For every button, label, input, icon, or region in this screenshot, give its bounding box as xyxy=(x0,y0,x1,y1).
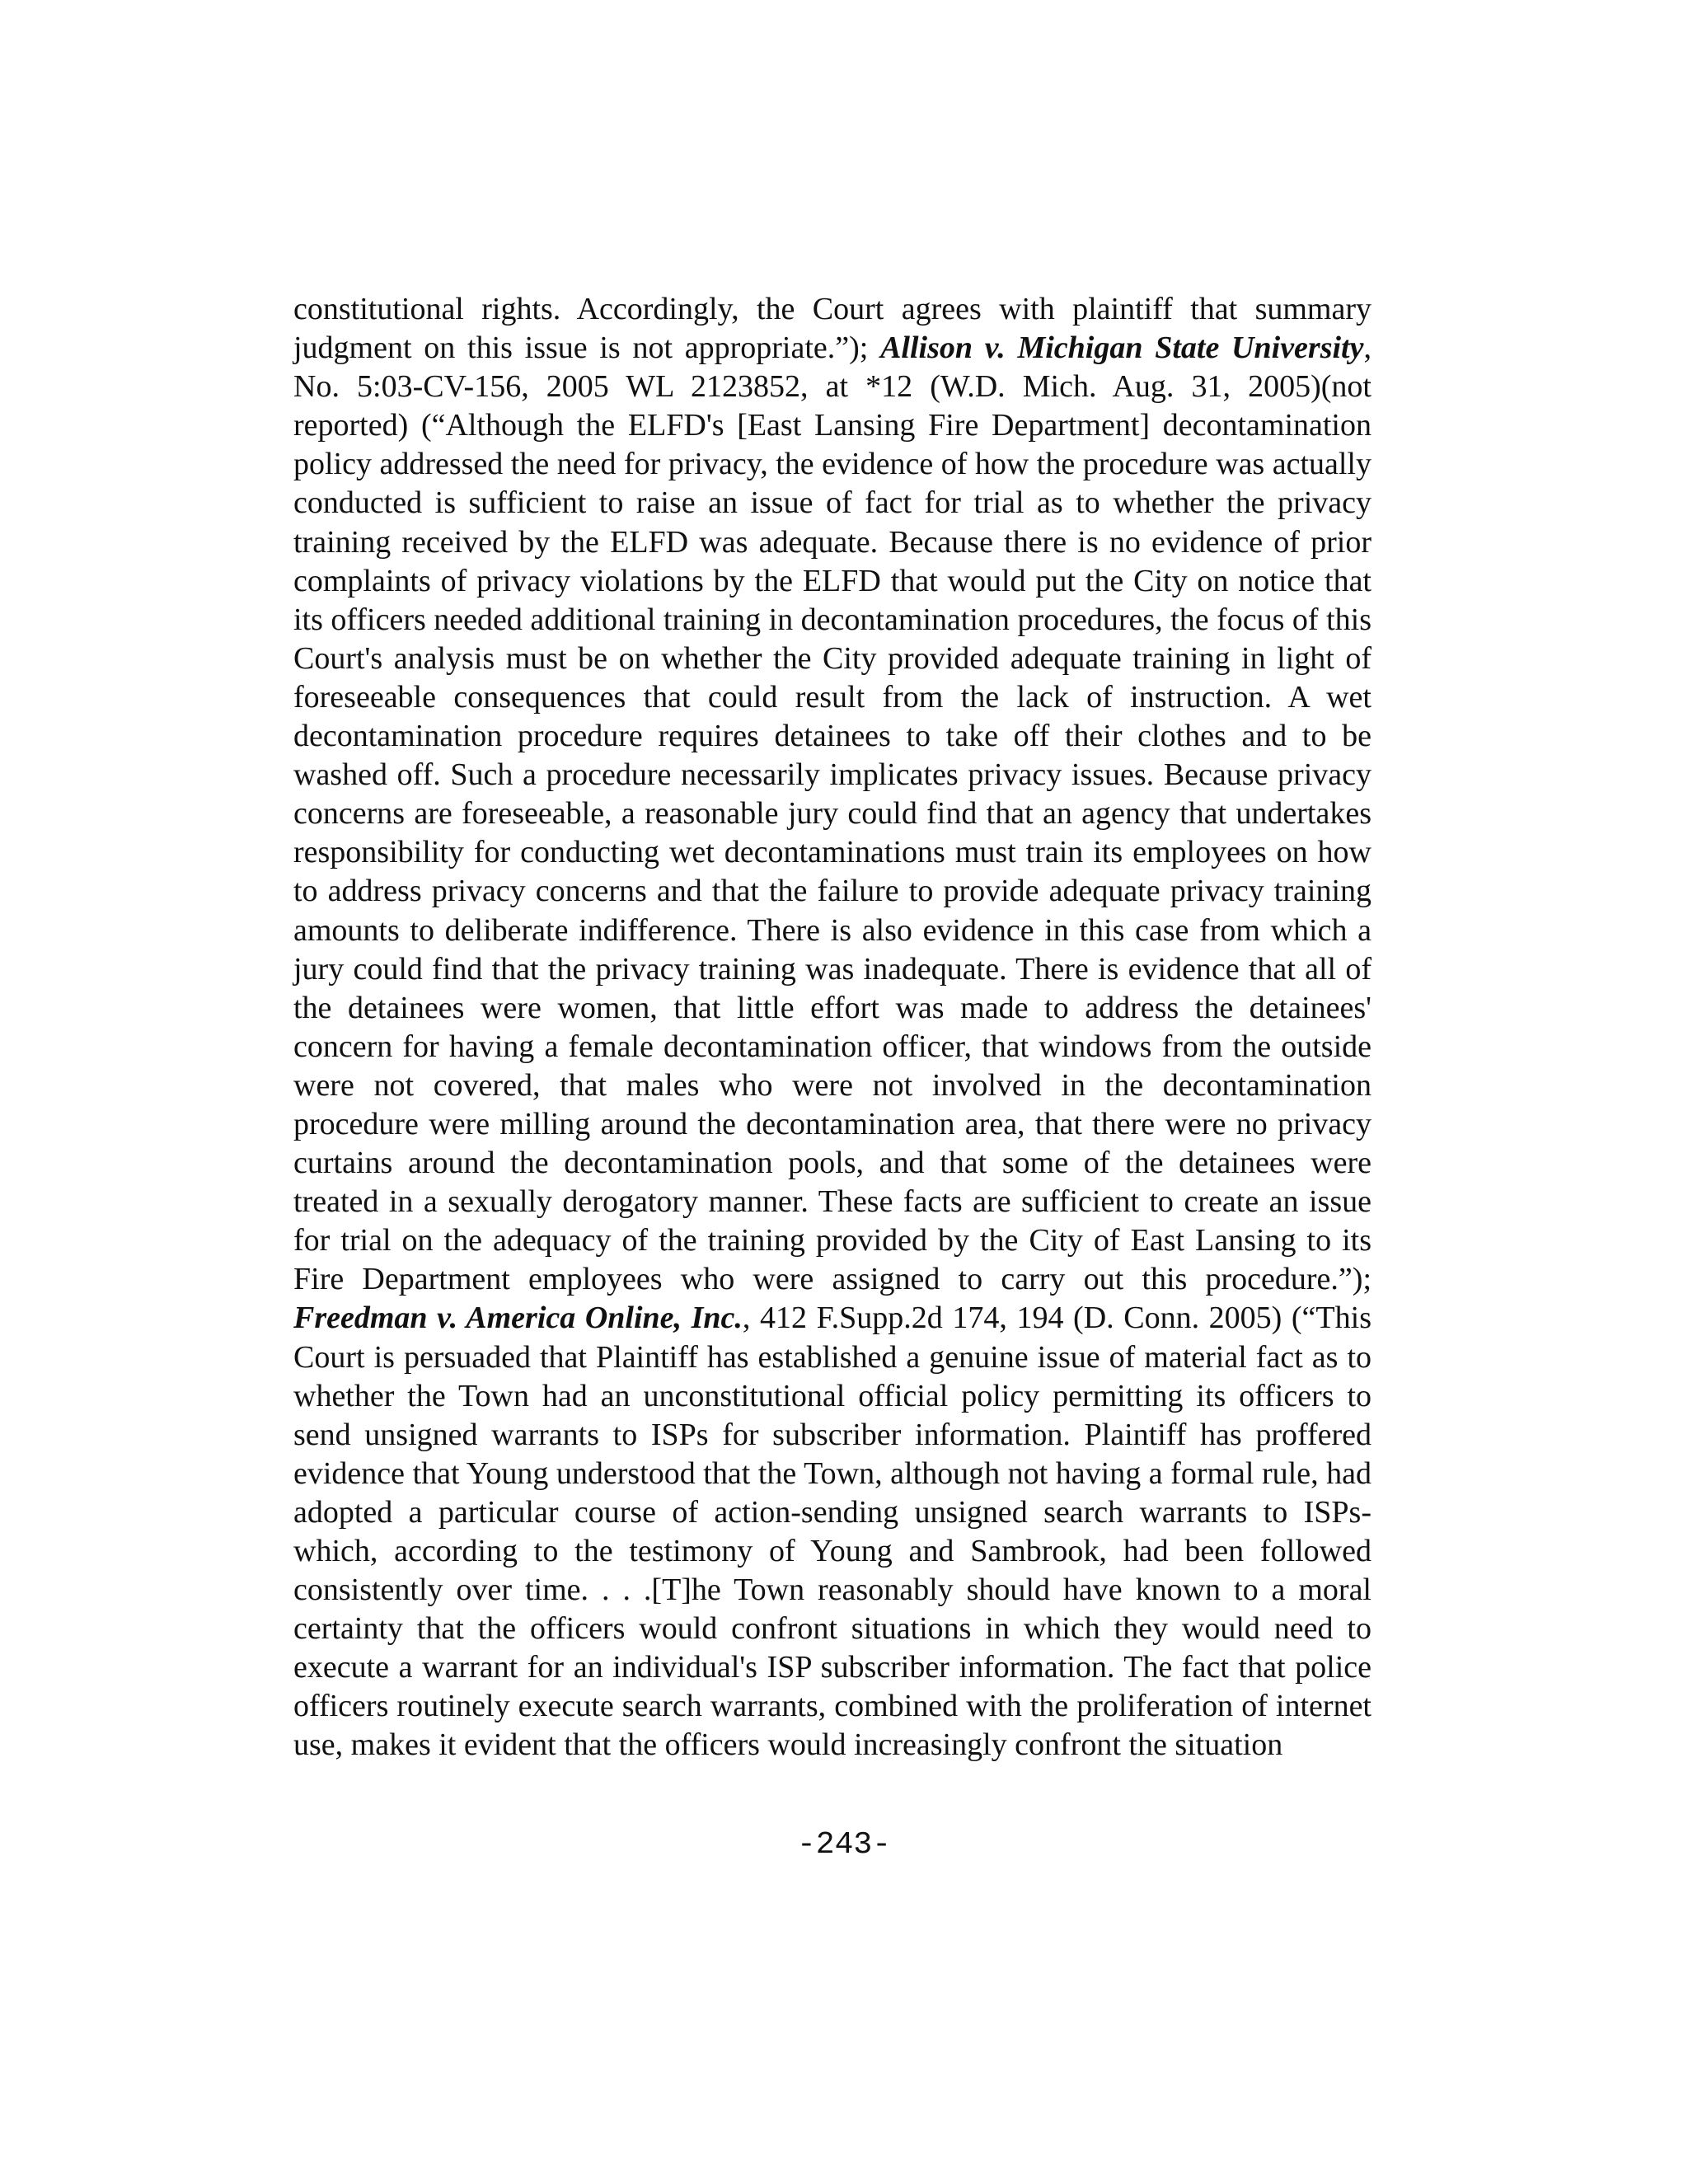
text-segment: constitutional rights. Accordingly, the Court agrees with plaintiff that summary judgment on this issue is not appropriate.”); xyxy=(293,292,1372,366)
page-number: -243- xyxy=(796,1827,892,1863)
body-paragraph xyxy=(293,290,1372,1765)
case-citation-freedman: Freedman v. America Online, Inc. xyxy=(293,1301,743,1336)
case-citation-allison: Allison v. Michigan State University xyxy=(880,330,1364,366)
text-segment: , 412 F.Supp.2d 174, 194 (D. Conn. 2005) (“This Court is persuaded that Plaintiff has established a genuine issue of material fact as to whether the Town had an unconstitutional official policy permitting its officers to send unsigned warrants to ISPs for subscriber information. Plaintiff has proffered evidence that Young understood that the Town, although not having a formal rule, had adopted a particular course of action-sending unsigned search warrants to ISPs-which, according to the testimony of Young and Sambrook, had been followed consistently over time. . . .[T]he Town reasonably should have known to a moral certainty that the officers would confront situations in which they would need to execute a warrant for an individual's ISP subscriber information. The fact that police officers routinely execute search warrants, combined with the proliferation of internet use, makes it evident that the officers would increasingly confront the situation xyxy=(293,1301,1372,1763)
text-segment: , No. 5:03-CV-156, 2005 WL 2123852, at *12 (W.D. Mich. Aug. 31, 2005)(not reported) (“Although the ELFD's [East Lansing Fire Department] decontamination policy addressed the need for privacy, the evidence of how the procedure was actually conducted is sufficient to raise an issue of fact for trial as to whether the privacy training received by the ELFD was adequate. Because there is no evidence of prior complaints of privacy violations by the ELFD that would put the City on notice that its officers needed additional training in decontamination procedures, the focus of this Court's analysis must be on whether the City provided adequate training in light of foreseeable consequences that could result from the lack of instruction. A wet decontamination procedure requires detainees to take off their clothes and to be washed off. Such a procedure necessarily implicates privacy issues. Because privacy concerns are foreseeable, a reasonable jury could find that an agency that undertakes responsibility for conducting wet decontaminations must train its employees on how to address privacy concerns and that the failure to provide adequate privacy training amounts to deliberate indifference. There is also evidence in this case from which a jury could find that the privacy training was inadequate. There is evidence that all of the detainees were women, that little effort was made to address the detainees' concern for having a female decontamination officer, that windows from the outside were not covered, that males who were not involved in the decontamination procedure were milling around the decontamination area, that there were no privacy curtains around the decontamination pools, and that some of the detainees were treated in a sexually derogatory manner. These facts are sufficient to create an issue for trial on the adequacy of the training provided by the City of East Lansing to its Fire Department employees who were assigned to carry out this procedure.”); xyxy=(293,330,1372,1297)
